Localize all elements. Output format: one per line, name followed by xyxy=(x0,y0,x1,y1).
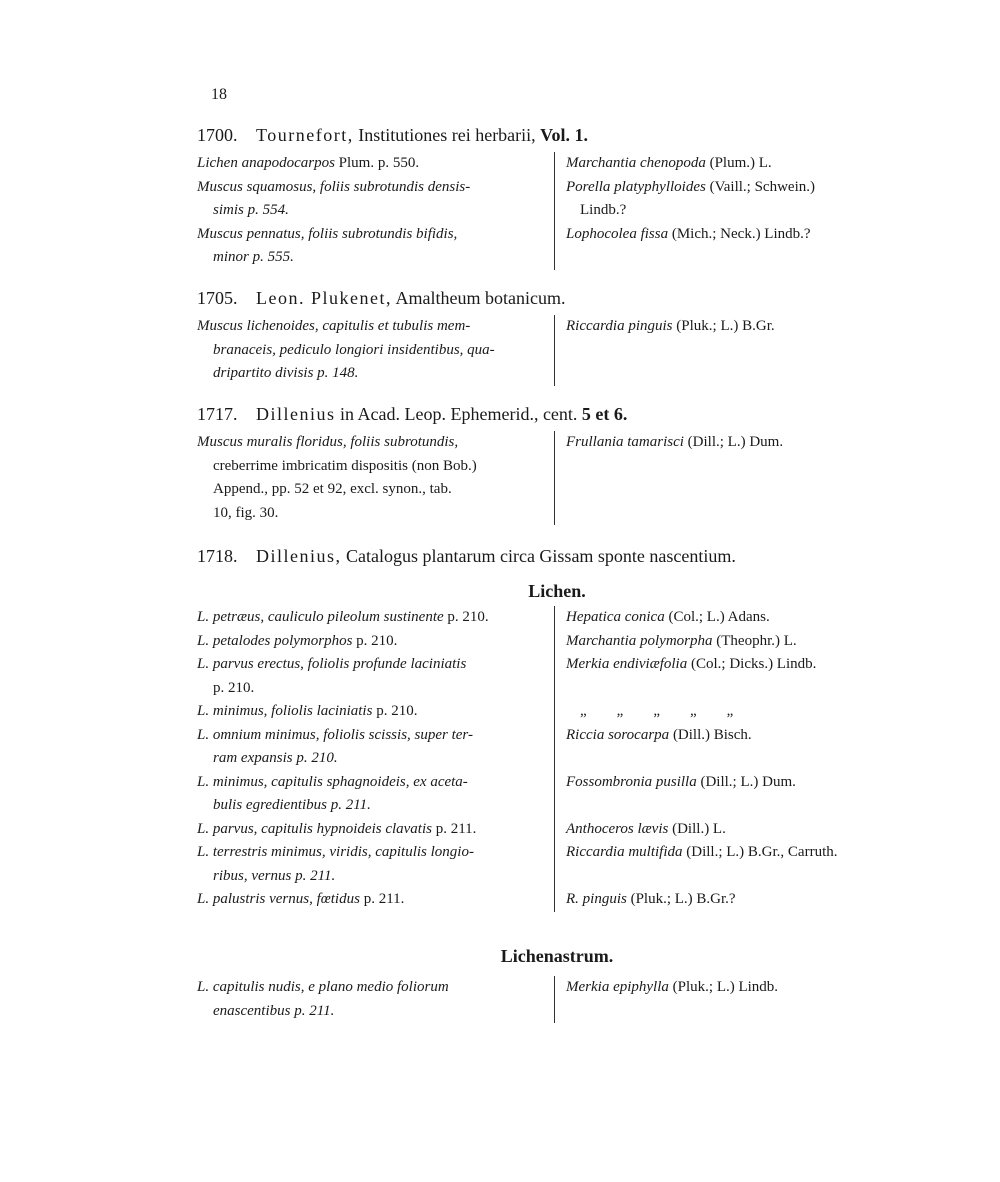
entry-source: L. omnium minimus, foliolis scissis, super ter- ram expansis p. 210. xyxy=(197,726,473,766)
section-year: 1717. xyxy=(197,404,238,424)
entry-identification: R. pinguis (Pluk.; L.) B.Gr.? xyxy=(566,891,736,907)
entry-row xyxy=(197,818,917,842)
column-divider xyxy=(554,606,556,630)
section-heading xyxy=(197,124,917,146)
entry-identification: Frullania tamarisci (Dill.; L.) Dum. xyxy=(566,434,784,450)
column-divider xyxy=(554,431,556,525)
entry-row xyxy=(197,724,917,771)
entry-row xyxy=(197,976,917,1023)
column-divider xyxy=(554,176,556,223)
column-divider xyxy=(554,841,556,888)
section-heading xyxy=(197,403,917,425)
column-divider xyxy=(554,888,556,912)
subsection-lichen xyxy=(197,606,917,912)
entry-identification: Fossombronia pusilla (Dill.; L.) Dum. xyxy=(566,773,796,790)
entry-identification: Marchantia chenopoda (Plum.) L. xyxy=(566,155,772,171)
entry-source: L. petalodes polymorphos p. 210. xyxy=(197,632,398,649)
entry-list xyxy=(197,431,917,525)
section-author: Dillenius, xyxy=(256,546,342,566)
section-year: 1705. xyxy=(197,288,238,308)
section-work: Catalogus plantarum circa Gissam sponte nascentium. xyxy=(346,546,736,566)
entry-identification: Anthoceros lævis (Dill.) L. xyxy=(566,820,726,837)
entry-row xyxy=(197,176,917,223)
ditto-marks: „ „ „ „ „ xyxy=(580,703,734,719)
entry-list xyxy=(197,606,917,912)
entry-identification: Hepatica conica (Col.; L.) Adans. xyxy=(566,609,770,625)
section-author: Dillenius xyxy=(256,404,336,424)
entry-identification: Riccia sorocarpa (Dill.) Bisch. xyxy=(566,726,752,743)
entry-identification: Lophocolea fissa (Mich.; Neck.) Lindb.? xyxy=(566,225,811,242)
subsection-title-lichen: Lichen. xyxy=(528,581,586,601)
page-number: 18 xyxy=(211,86,227,103)
column-divider xyxy=(554,724,556,771)
section-year: 1700. xyxy=(197,125,238,145)
column-divider xyxy=(554,771,556,818)
entry-row xyxy=(197,606,917,630)
column-divider xyxy=(554,152,556,176)
entry-row xyxy=(197,700,917,724)
entry-identification: Riccardia pinguis (Pluk.; L.) B.Gr. xyxy=(566,318,775,334)
section-1700 xyxy=(197,124,917,270)
section-1718 xyxy=(197,545,917,567)
section-author: Tournefort, xyxy=(256,125,354,145)
entry-row xyxy=(197,431,917,525)
section-work: Institutiones rei herbarii, xyxy=(358,125,536,145)
section-work: Amaltheum botanicum. xyxy=(395,288,566,308)
section-year: 1718. xyxy=(197,546,238,566)
entry-source: L. terrestris minimus, viridis, capitulis longio- ribus, vernus p. 211. xyxy=(197,844,474,884)
entry-source: L. petræus, cauliculo pileolum sustinente p. 210. xyxy=(197,609,489,625)
entry-row xyxy=(197,315,917,386)
column-divider xyxy=(554,653,556,700)
column-divider xyxy=(554,700,556,724)
entry-source: L. palustris vernus, fœtidus p. 211. xyxy=(197,891,405,907)
subsection-lichenastrum xyxy=(197,976,917,1023)
entry-row xyxy=(197,152,917,176)
section-heading xyxy=(197,545,917,567)
entry-source: L. parvus erectus, foliolis profunde laciniatis p. 210. xyxy=(197,656,467,696)
entry-source: L. minimus, foliolis laciniatis p. 210. xyxy=(197,703,418,719)
entry-list xyxy=(197,315,917,386)
entry-source: Muscus lichenoides, capitulis et tubulis mem- branaceis, pediculo longiori insidentibus, qua- dripartito divisis p. 148. xyxy=(197,318,495,381)
entry-identification xyxy=(566,700,917,724)
section-1705 xyxy=(197,287,917,386)
entry-source: L. parvus, capitulis hypnoideis clavatis p. 211. xyxy=(197,820,477,837)
section-heading xyxy=(197,287,917,309)
column-divider xyxy=(554,818,556,842)
entry-row xyxy=(197,653,917,700)
entry-row xyxy=(197,771,917,818)
entry-source: L. minimus, capitulis sphagnoideis, ex aceta- bulis egredientibus p. 211. xyxy=(197,773,468,813)
entry-list xyxy=(197,152,917,270)
section-volume: 5 et 6. xyxy=(581,404,628,424)
column-divider xyxy=(554,315,556,386)
entry-identification: Merkia endiviæfolia (Col.; Dicks.) Lindb. xyxy=(566,656,817,672)
entry-source: Muscus pennatus, foliis subrotundis bifidis, minor p. 555. xyxy=(197,225,458,265)
entry-row xyxy=(197,223,917,270)
column-divider xyxy=(554,630,556,654)
entry-row xyxy=(197,888,917,912)
entry-identification: Merkia epiphylla (Pluk.; L.) Lindb. xyxy=(566,979,779,995)
entry-identification: Porella platyphylloides (Vaill.; Schwein.) Lindb.? xyxy=(566,178,815,218)
entry-list xyxy=(197,976,917,1023)
column-divider xyxy=(554,976,556,1023)
column-divider xyxy=(554,223,556,270)
section-1717 xyxy=(197,403,917,525)
entry-source: L. capitulis nudis, e plano medio foliorum enascentibus p. 211. xyxy=(197,979,449,1019)
entry-source: Muscus muralis floridus, foliis subrotundis, creberrime imbricatim dispositis (non Bob.) Append., pp. 52 et 92, excl. synon., tab. 10, fig. 30. xyxy=(197,434,477,521)
section-work: in Acad. Leop. Ephemerid., cent. xyxy=(340,404,578,424)
subsection-title-lichenastrum: Lichenastrum. xyxy=(500,946,614,966)
section-author: Leon. Plukenet, xyxy=(256,288,392,308)
entry-source: Muscus squamosus, foliis subrotundis densis- simis p. 554. xyxy=(197,178,471,218)
entry-row xyxy=(197,630,917,654)
section-volume: Vol. 1. xyxy=(540,125,589,145)
entry-source: Lichen anapodocarpos Plum. p. 550. xyxy=(197,155,420,171)
entry-row xyxy=(197,841,917,888)
entry-identification: Riccardia multifida (Dill.; L.) B.Gr., Carruth. xyxy=(566,844,838,860)
entry-identification: Marchantia polymorpha (Theophr.) L. xyxy=(566,632,797,649)
